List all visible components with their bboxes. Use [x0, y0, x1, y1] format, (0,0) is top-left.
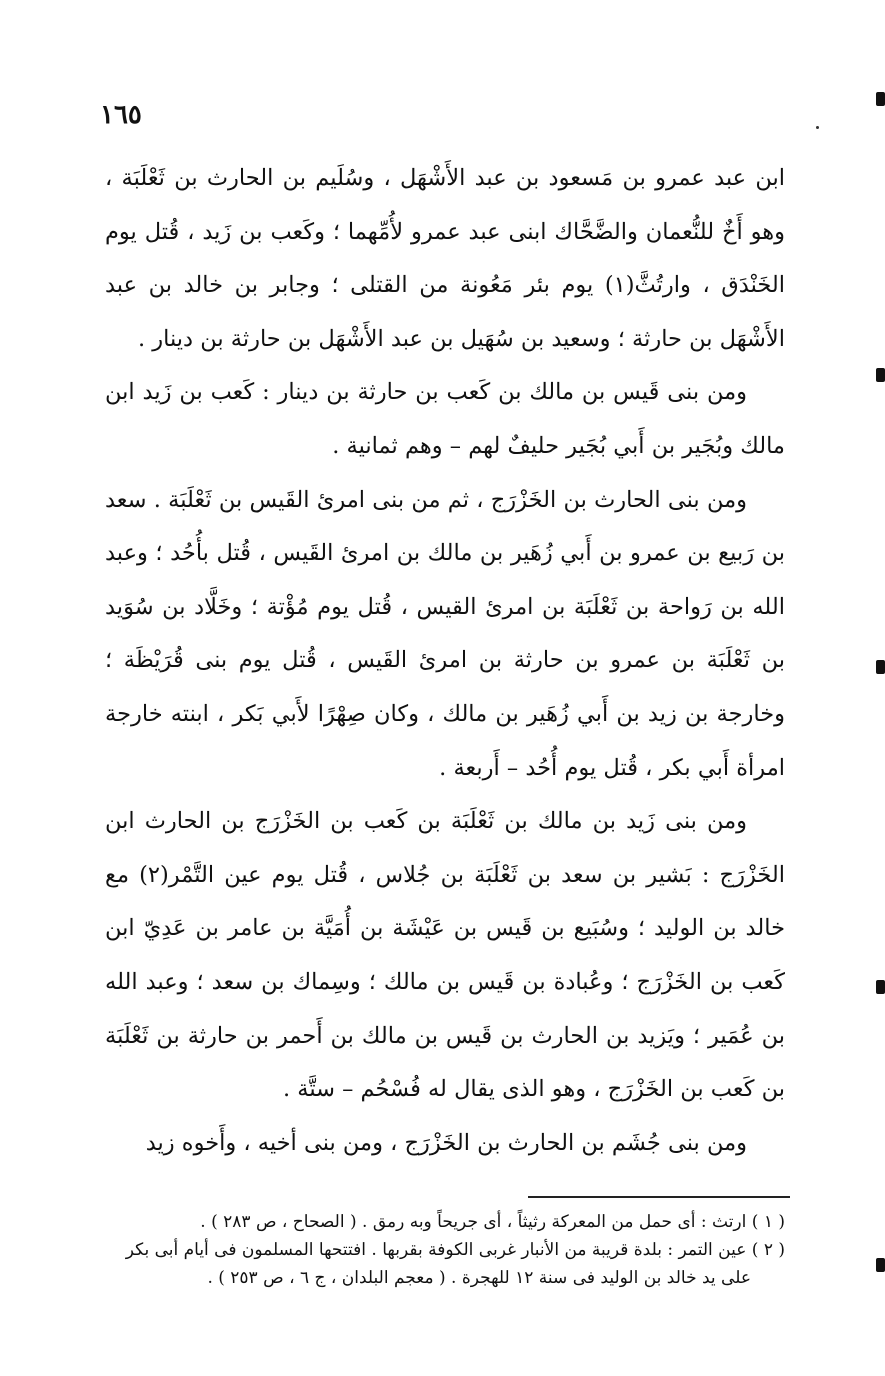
footnote-separator	[528, 1196, 790, 1198]
main-text	[105, 152, 785, 1170]
paragraph-5: ومن بنى جُشَم بن الحارث بن الخَزْرَج ، ومن بنى أخيه ، وأَخوه زيد	[145, 1129, 747, 1156]
footnote-2-continuation: على يد خالد بن الوليد فى سنة ١٢ للهجرة . ( معجم البلدان ، ج ٦ ، ص ٢٥٣ ) .	[207, 1268, 751, 1288]
paragraph-2: ومن بنى قَيس بن مالك بن كَعب بن حارثة بن دينار : كَعب بن زَيد ابن مالك وبُجَير بن أَبي بُجَير حليفٌ لهم – وهم ثمانية .	[105, 379, 785, 459]
paragraph-3: ومن بنى الحارث بن الخَزْرَج ، ثم من بنى امرئ القَيس بن ثَعْلَبَة . سعد بن رَبيع بن عمرو بن أَبي زُهَير بن مالك بن امرئ القَيس ، قُتل بأُحُد ؛ وعبد الله بن رَواحة بن ثَعْلَبَة بن امرئ القيس ، قُتل يوم مُؤْتة ؛ وخَلَّاد بن سُوَيد بن ثَعْلَبَة بن عمرو بن حارثة بن امرئ القَيس ، قُتل يوم بنى قُرَيْظَة ؛ وخارجة بن زيد بن أَبي زُهَير بن مالك ، وكان صِهْرًا لأَبي بَكر ، ابنته خارجة امرأة أَبي بكر ، قُتل يوم أُحُد – أَربعة .	[105, 486, 785, 781]
paragraph-4: ومن بنى زَيد بن مالك بن ثَعْلَبَة بن كَعب بن الخَزْرَج بن الحارث ابن الخَزْرَج : بَشير بن سعد بن ثَعْلَبَة بن جُلاس ، قُتل يوم عين التَّمْر(٢) مع خالد بن الوليد ؛ وسُبَيع بن قَيس بن عَيْشَة بن أُمَيَّة بن عامر بن عَدِيّ ابن كَعب بن الخَزْرَج ؛ وعُبادة بن قَيس بن مالك ؛ وسِماك بن سعد ؛ وعبد الله بن عُمَير ؛ ويَزيد بن الحارث بن قَيس بن مالك بن أَحمر بن حارثة بن ثَعْلَبَة بن كَعب بن الخَزْرَج ، وهو الذى يقال له فُسْحُم – ستَّة .	[105, 808, 785, 1103]
footnote-2: ( ٢ ) عين التمر : بلدة قريبة من الأنبار غربى الكوفة بقربها . افتتحها المسلمون فى أيام أبى بكر	[125, 1240, 785, 1260]
binding-mark	[876, 980, 885, 994]
binding-mark	[876, 1258, 885, 1272]
binding-mark	[876, 660, 885, 674]
binding-mark	[876, 368, 885, 382]
binding-mark	[876, 92, 885, 106]
scan-speck	[816, 126, 819, 129]
footnote-1: ( ١ ) ارتث : أى حمل من المعركة رثيثاً ، أى جريحاً وبه رمق . ( الصحاح ، ص ٢٨٣ ) .	[200, 1212, 785, 1232]
footnotes	[105, 1208, 785, 1292]
page-number: ١٦٥	[100, 100, 142, 130]
paragraph-1: ابن عبد عمرو بن مَسعود بن عبد الأَشْهَل ، وسُلَيم بن الحارث بن ثَعْلَبَة ، وهو أَخٌ للنُّعمان والضَّحَّاك ابنى عبد عمرو لأُمِّهما ؛ وكَعب بن زَيد ، قُتل يوم الخَنْدَق ، وارتُثَّ(١) يوم بئر مَعُونة من القتلى ؛ وجابر بن خالد بن عبد الأَشْهَل بن حارثة ؛ وسعيد بن سُهَيل بن عبد الأَشْهَل بن حارثة بن دينار .	[105, 165, 785, 352]
